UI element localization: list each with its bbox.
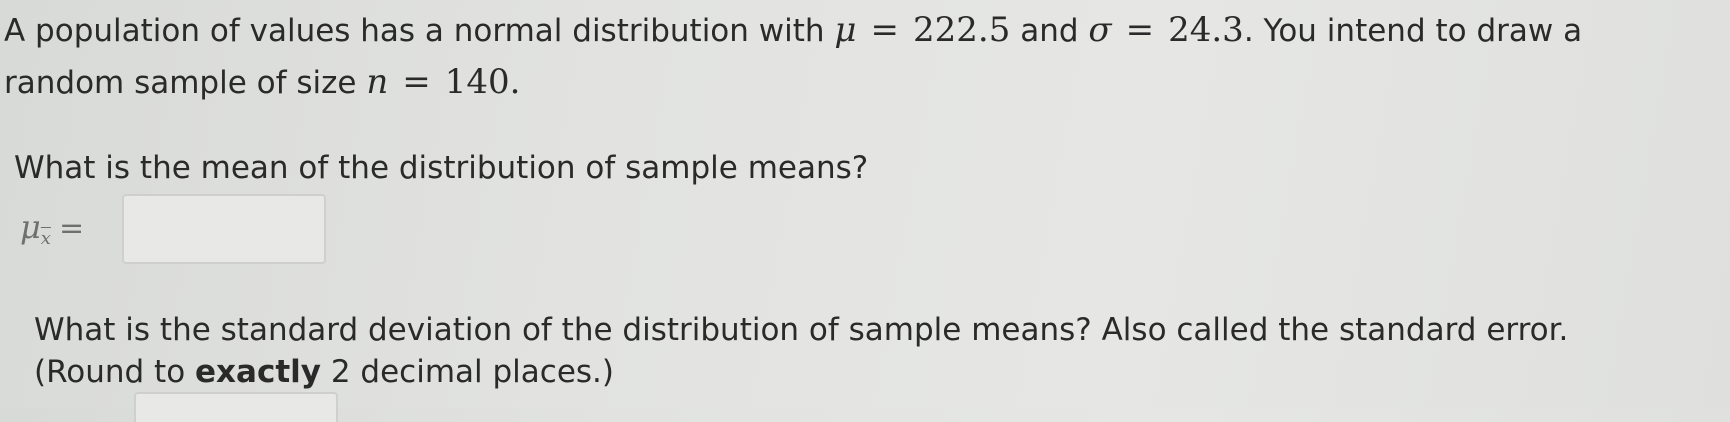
- line2-prefix: random sample of size: [4, 65, 367, 101]
- xbar-subscript: $\overline{x}$: [40, 228, 51, 249]
- question-mean-text: What is the mean of the distribution of sample means?: [14, 150, 869, 186]
- problem-statement-line-1: [4, 10, 1582, 51]
- mu-value: 222.5: [913, 10, 1011, 50]
- std-error-answer-input[interactable]: [134, 392, 338, 422]
- rounding-instruction: [34, 352, 614, 392]
- equals-sign: =: [402, 62, 431, 102]
- intro-prefix: A population of values has a normal distribution with: [4, 13, 835, 49]
- question-std-error-text: What is the standard deviation of the distribution of sample means? Also called the standard error.: [34, 312, 1569, 348]
- mu-symbol: μ: [834, 10, 857, 50]
- sigma-symbol: σ: [1088, 10, 1112, 50]
- mean-answer-input[interactable]: [122, 194, 326, 264]
- sigma-value: 24.3: [1168, 10, 1244, 50]
- equals-sign: =: [1125, 10, 1155, 50]
- intro-suffix: . You intend to draw a: [1243, 13, 1583, 49]
- line2-suffix: .: [509, 62, 521, 102]
- and-text: and: [1010, 13, 1089, 49]
- round-suffix: 2 decimal places.): [320, 354, 614, 390]
- n-value: 140: [444, 62, 510, 102]
- problem-statement-line-2: [4, 62, 520, 103]
- n-symbol: n: [366, 62, 389, 102]
- mu-xbar-equals: =: [58, 211, 85, 246]
- round-bold: exactly: [195, 354, 321, 390]
- equals-sign: =: [870, 10, 900, 50]
- mu-xbar-symbol: μ: [20, 208, 41, 246]
- round-prefix: (Round to: [34, 354, 196, 390]
- mu-xbar-label: [20, 208, 85, 249]
